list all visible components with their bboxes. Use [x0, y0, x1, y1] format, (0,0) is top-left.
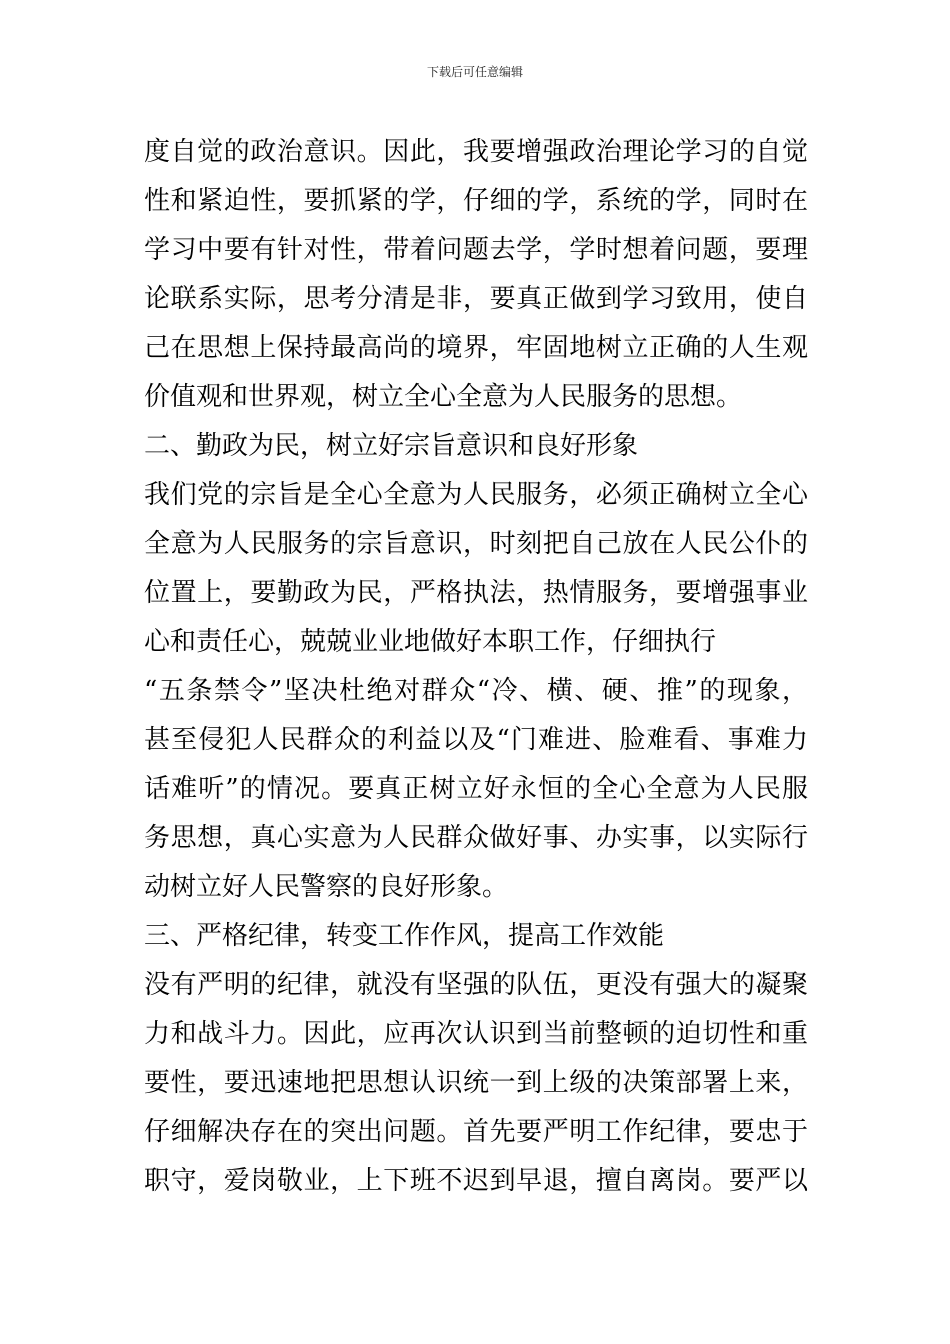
text-line-9: 全意为人民服务的宗旨意识，时刻把自己放在人民公仆的: [144, 529, 808, 559]
text-line-13: 甚至侵犯人民群众的利益以及“门难进、脸难看、事难力: [144, 725, 808, 755]
text-line-16: 动树立好人民警察的良好形象。: [144, 872, 509, 902]
text-line-1: 度自觉的政治意识。因此，我要增强政治理论学习的自觉: [144, 137, 808, 167]
text-line-3: 学习中要有针对性，带着问题去学，学时想着问题，要理: [144, 235, 808, 265]
text-line-2: 性和紧迫性，要抓紧的学，仔细的学，系统的学，同时在: [144, 186, 808, 216]
text-line-21: 仔细解决存在的突出问题。首先要严明工作纪律，要忠于: [144, 1117, 808, 1147]
text-line-14: 话难听”的情况。要真正树立好永恒的全心全意为人民服: [144, 774, 808, 804]
section-heading-2: 二、勤政为民，树立好宗旨意识和良好形象: [144, 431, 639, 461]
text-line-22: 职守，爱岗敬业，上下班不迟到早退，擅自离岗。要严以: [144, 1166, 808, 1196]
page-header: 下载后可任意编辑: [426, 65, 523, 79]
text-line-5: 己在思想上保持最高尚的境界，牢固地树立正确的人生观: [144, 333, 808, 363]
text-line-11: 心和责任心，兢兢业业地做好本职工作，仔细执行: [144, 627, 717, 657]
text-line-8: 我们党的宗旨是全心全意为人民服务，必须正确树立全心: [144, 480, 808, 510]
section-heading-3: 三、严格纪律，转变工作作风，提高工作效能: [144, 921, 665, 951]
document-body: [144, 128, 808, 1206]
text-line-18: 没有严明的纪律，就没有坚强的队伍，更没有强大的凝聚: [144, 970, 808, 1000]
text-line-12: “五条禁令”坚决杜绝对群众“冷、横、硬、推”的现象，: [144, 676, 808, 706]
text-line-20: 要性，要迅速地把思想认识统一到上级的决策部署上来，: [144, 1068, 808, 1098]
text-line-15: 务思想，真心实意为人民群众做好事、办实事，以实际行: [144, 823, 808, 853]
text-line-6: 价值观和世界观，树立全心全意为人民服务的思想。: [144, 382, 743, 412]
text-line-10: 位置上，要勤政为民，严格执法，热情服务，要增强事业: [144, 578, 808, 608]
text-line-4: 论联系实际，思考分清是非，要真正做到学习致用，使自: [144, 284, 808, 314]
text-line-19: 力和战斗力。因此，应再次认识到当前整顿的迫切性和重: [144, 1019, 808, 1049]
